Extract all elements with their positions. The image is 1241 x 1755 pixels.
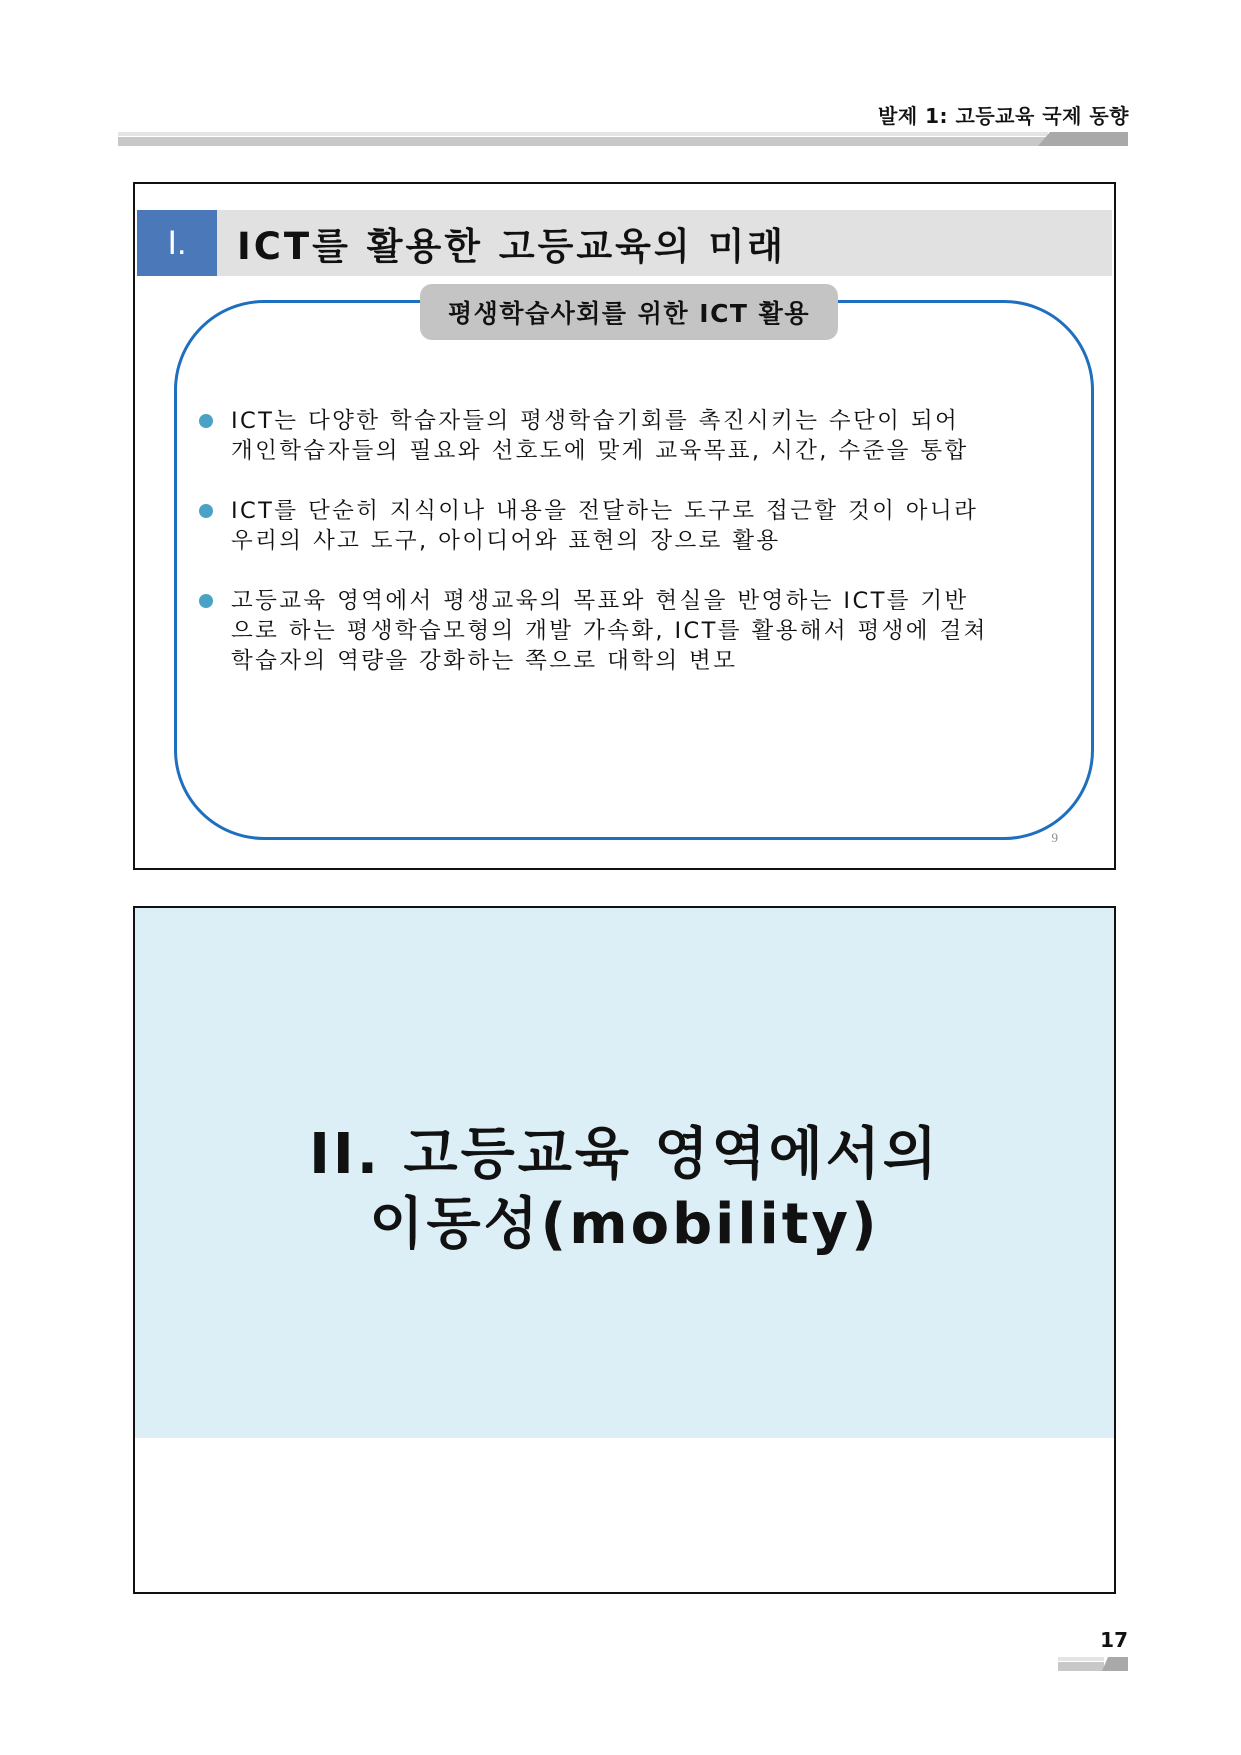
bullet-text-line: 우리의 사고 도구, 아이디어와 표현의 장으로 활용 xyxy=(231,528,781,554)
bullet-item xyxy=(199,406,1079,466)
slide-page-number: 9 xyxy=(1051,830,1058,845)
bullet-dot-icon xyxy=(199,594,213,608)
section-title-line: 이동성(mobility) xyxy=(369,1192,880,1257)
bullet-item xyxy=(199,496,1079,556)
bullet-dot-icon xyxy=(199,504,213,518)
slide-section-divider xyxy=(133,906,1116,1594)
bullet-text-line: 으로 하는 평생학습모형의 개발 가속화, ICT를 활용해서 평생에 걸쳐 xyxy=(231,618,988,644)
bullet-text-line: 개인학습자들의 필요와 선호도에 맞게 교육목표, 시간, 수준을 통합 xyxy=(231,438,969,464)
bullet-list xyxy=(199,406,1079,706)
section-title xyxy=(135,1120,1114,1260)
bullet-dot-icon xyxy=(199,414,213,428)
slide-title-bar xyxy=(137,210,1112,276)
bullet-text-line: 고등교육 영역에서 평생교육의 목표와 현실을 반영하는 ICT를 기반 xyxy=(231,588,969,614)
slide-ict-future xyxy=(133,182,1116,870)
slide-title: ICT를 활용한 고등교육의 미래 xyxy=(237,225,786,268)
section-title-line: II. 고등교육 영역에서의 xyxy=(309,1122,940,1187)
bullet-text-line: 학습자의 역량을 강화하는 쪽으로 대학의 변모 xyxy=(231,648,738,674)
panel-label: 평생학습사회를 위한 ICT 활용 xyxy=(420,284,838,340)
page-number: 17 xyxy=(1100,1628,1128,1652)
section-number-badge: I. xyxy=(137,210,217,276)
bullet-item xyxy=(199,586,1079,676)
running-head-title: 발제 1: 고등교육 국제 동향 xyxy=(878,104,1129,128)
bullet-text-line: ICT를 단순히 지식이나 내용을 전달하는 도구로 접근할 것이 아니라 xyxy=(231,498,979,524)
bullet-text-line: ICT는 다양한 학습자들의 평생학습기회를 촉진시키는 수단이 되어 xyxy=(231,408,960,434)
footer-rule xyxy=(1058,1657,1128,1671)
header-rule xyxy=(118,132,1128,146)
